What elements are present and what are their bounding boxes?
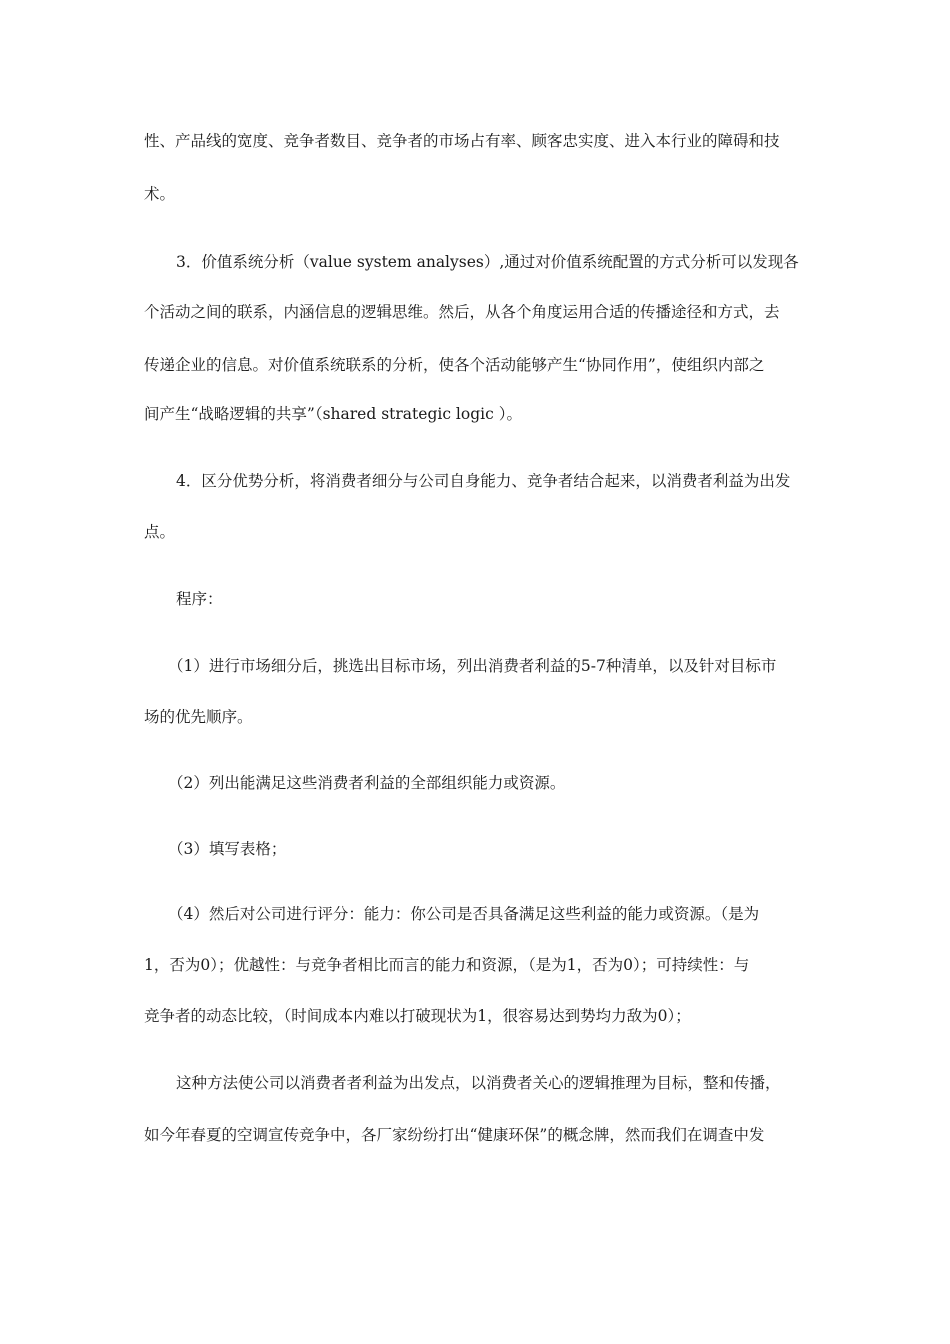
text-line-8: 点。 (144, 523, 176, 541)
text-line-2: 术。 (144, 185, 176, 203)
paragraph-4-heading-line: 4．区分优势分析，将消费者细分与公司自身能力、竞争者结合起来，以消费者利益为出发 (176, 472, 791, 490)
step-2-line: （2）列出能满足这些消费者利益的全部组织能力或资源。 (168, 774, 566, 792)
step-4-continuation-2: 竞争者的动态比较，（时间成本内难以打破现状为1，很容易达到势均力敌为0）； (144, 1007, 691, 1025)
text-line-1: 性、产品线的宽度、竞争者数目、竞争者的市场占有率、顾客忠实度、进入本行业的障碍和技 (144, 132, 780, 150)
step-1-continuation: 场的优先顺序。 (144, 708, 253, 726)
step-3-line: （3）填写表格； (168, 840, 287, 858)
step-4-line: （4）然后对公司进行评分：能力：你公司是否具备满足这些利益的能力或资源。（是为 (168, 905, 760, 923)
text-line-18: 如今年春夏的空调宣传竞争中，各厂家纷纷打出“健康环保”的概念牌，然而我们在调查中发 (144, 1126, 765, 1144)
step-1-line: （1）进行市场细分后，挑选出目标市场，列出消费者利益的5-7种清单，以及针对目标市 (168, 657, 777, 675)
paragraph-3-heading-line: 3．价值系统分析（value system analyses）,通过对价值系统配置的方式分析可以发现各 (176, 253, 799, 271)
text-line-4: 个活动之间的联系，内涵信息的逻辑思维。然后，从各个角度运用合适的传播途径和方式，去 (144, 303, 780, 321)
text-line-6: 间产生“战略逻辑的共享”（shared strategic logic ）。 (144, 405, 522, 423)
text-line-5: 传递企业的信息。对价值系统联系的分析，使各个活动能够产生“协同作用”，使组织内部之 (144, 356, 765, 374)
text-line-17: 这种方法使公司以消费者者利益为出发点，以消费者关心的逻辑推理为目标，整和传播， (176, 1074, 781, 1092)
step-4-continuation-1: 1，否为0）；优越性：与竞争者相比而言的能力和资源，（是为1，否为0）；可持续性：与 (144, 956, 750, 974)
procedure-label: 程序： (176, 590, 223, 608)
